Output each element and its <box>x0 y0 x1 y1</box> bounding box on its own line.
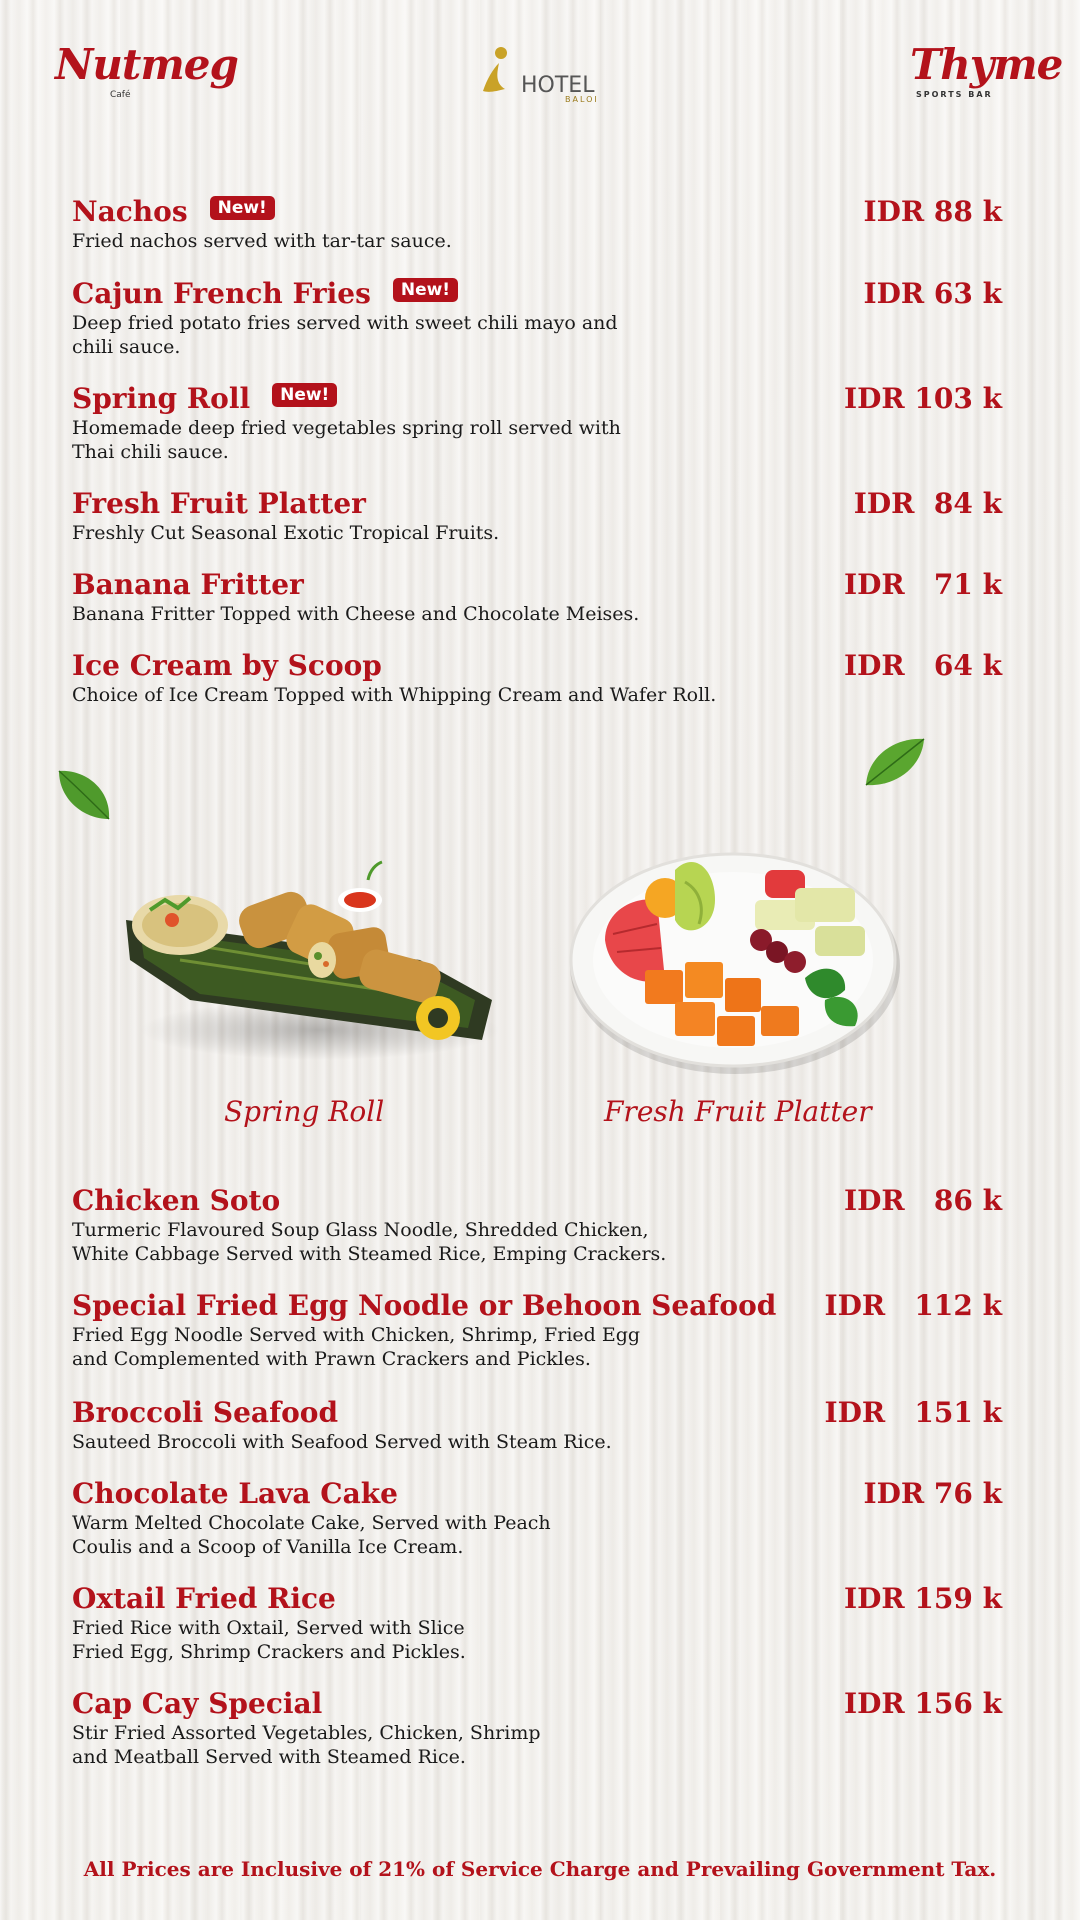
menu-item <box>72 568 1002 626</box>
menu-item-description: Homemade deep fried vegetables spring roll served with Thai chili sauce. <box>72 417 621 463</box>
fruit-platter-caption: Fresh Fruit Platter <box>604 1095 872 1128</box>
menu-item-name: Chicken Soto <box>72 1184 281 1217</box>
menu-item-price: IDR 64 k <box>843 649 1002 682</box>
menu-item-name: Oxtail Fried Rice <box>72 1582 336 1615</box>
leaf-icon <box>862 733 928 793</box>
nutmeg-logo-text: Nutmeg <box>55 40 238 89</box>
menu-item-price: IDR 84 k <box>853 487 1002 520</box>
menu-item <box>72 1396 1002 1454</box>
menu-item <box>72 1582 1002 1664</box>
menu-item-price: IDR 71 k <box>843 568 1002 601</box>
menu-item-description: Banana Fritter Topped with Cheese and Chocolate Meises. <box>72 603 640 625</box>
menu-item-name: Banana Fritter <box>72 568 304 601</box>
menu-item-price: IDR 151 k <box>824 1396 1002 1429</box>
menu-item-price: IDR 88 k <box>863 195 1002 228</box>
menu-item-name: Special Fried Egg Noodle or Behoon Seafood <box>72 1289 777 1322</box>
spring-roll-photo <box>120 850 500 1074</box>
menu-item <box>72 1477 1002 1559</box>
menu-item-description: Warm Melted Chocolate Cake, Served with Peach Coulis and a Scoop of Vanilla Ice Cream. <box>72 1512 551 1558</box>
menu-item-name: Cap Cay Special <box>72 1687 323 1720</box>
menu-item-price: IDR 159 k <box>844 1582 1002 1615</box>
nutmeg-logo-subtext: Café <box>110 90 131 100</box>
thyme-logo-subtext: SPORTS BAR <box>916 90 993 99</box>
menu-item <box>72 382 1002 464</box>
menu-item-description: Fried Rice with Oxtail, Served with Slice Fried Egg, Shrimp Crackers and Pickles. <box>72 1617 466 1663</box>
menu-item-price: IDR 112 k <box>824 1289 1002 1322</box>
fruit-platter-photo <box>565 830 905 1084</box>
menu-item-name: Spring Roll <box>72 382 251 415</box>
tax-notice-footer: All Prices are Inclusive of 21% of Service Charge and Prevailing Government Tax. <box>83 1857 997 1881</box>
menu-item <box>72 277 1002 359</box>
hotel-logo-mark-icon <box>475 45 517 97</box>
hotel-logo-text: HOTEL <box>521 73 595 98</box>
menu-item-price: IDR 63 k <box>863 277 1002 310</box>
nutmeg-cafe-logo <box>55 40 238 100</box>
menu-item-description: Deep fried potato fries served with sweet chili mayo and chili sauce. <box>72 312 618 358</box>
hotel-logo-subtext: BALOI <box>565 95 599 104</box>
menu-item-name: Broccoli Seafood <box>72 1396 339 1429</box>
menu-item-price: IDR 86 k <box>843 1184 1002 1217</box>
menu-item <box>72 1687 1002 1769</box>
menu-item-price: IDR 76 k <box>863 1477 1002 1510</box>
menu-item-description: Freshly Cut Seasonal Exotic Tropical Fruits. <box>72 522 500 544</box>
new-badge: New! <box>272 383 337 407</box>
menu-item <box>72 195 1002 253</box>
leaf-icon <box>55 765 115 829</box>
menu-item-description: Choice of Ice Cream Topped with Whipping Cream and Wafer Roll. <box>72 684 717 706</box>
thyme-logo-text: Thyme <box>910 40 1063 89</box>
menu-item-description: Fried nachos served with tar-tar sauce. <box>72 230 452 252</box>
menu-item-price: IDR 103 k <box>844 382 1002 415</box>
menu-item-name: Nachos <box>72 195 188 228</box>
menu-item-name: Fresh Fruit Platter <box>72 487 366 520</box>
menu-item-description: Stir Fried Assorted Vegetables, Chicken, Shrimp and Meatball Served with Steamed Rice. <box>72 1722 541 1768</box>
thyme-sports-bar-logo <box>910 40 1063 99</box>
new-badge: New! <box>210 196 275 220</box>
menu-item-name: Cajun French Fries <box>72 277 371 310</box>
menu-item-price: IDR 156 k <box>844 1687 1002 1720</box>
menu-item-description: Turmeric Flavoured Soup Glass Noodle, Shredded Chicken, White Cabbage Served with Steamed Rice, Emping Crackers. <box>72 1219 667 1265</box>
menu-item <box>72 1289 1002 1371</box>
new-badge: New! <box>393 278 458 302</box>
spring-roll-caption: Spring Roll <box>224 1095 385 1128</box>
hotel-baloi-logo <box>475 45 599 104</box>
menu-item <box>72 1184 1002 1266</box>
menu-item <box>72 487 1002 545</box>
menu-item-name: Ice Cream by Scoop <box>72 649 382 682</box>
menu-item <box>72 649 1002 707</box>
menu-item-description: Fried Egg Noodle Served with Chicken, Shrimp, Fried Egg and Complemented with Prawn Crackers and Pickles. <box>72 1324 641 1370</box>
menu-item-name: Chocolate Lava Cake <box>72 1477 398 1510</box>
menu-item-description: Sauteed Broccoli with Seafood Served with Steam Rice. <box>72 1431 612 1453</box>
